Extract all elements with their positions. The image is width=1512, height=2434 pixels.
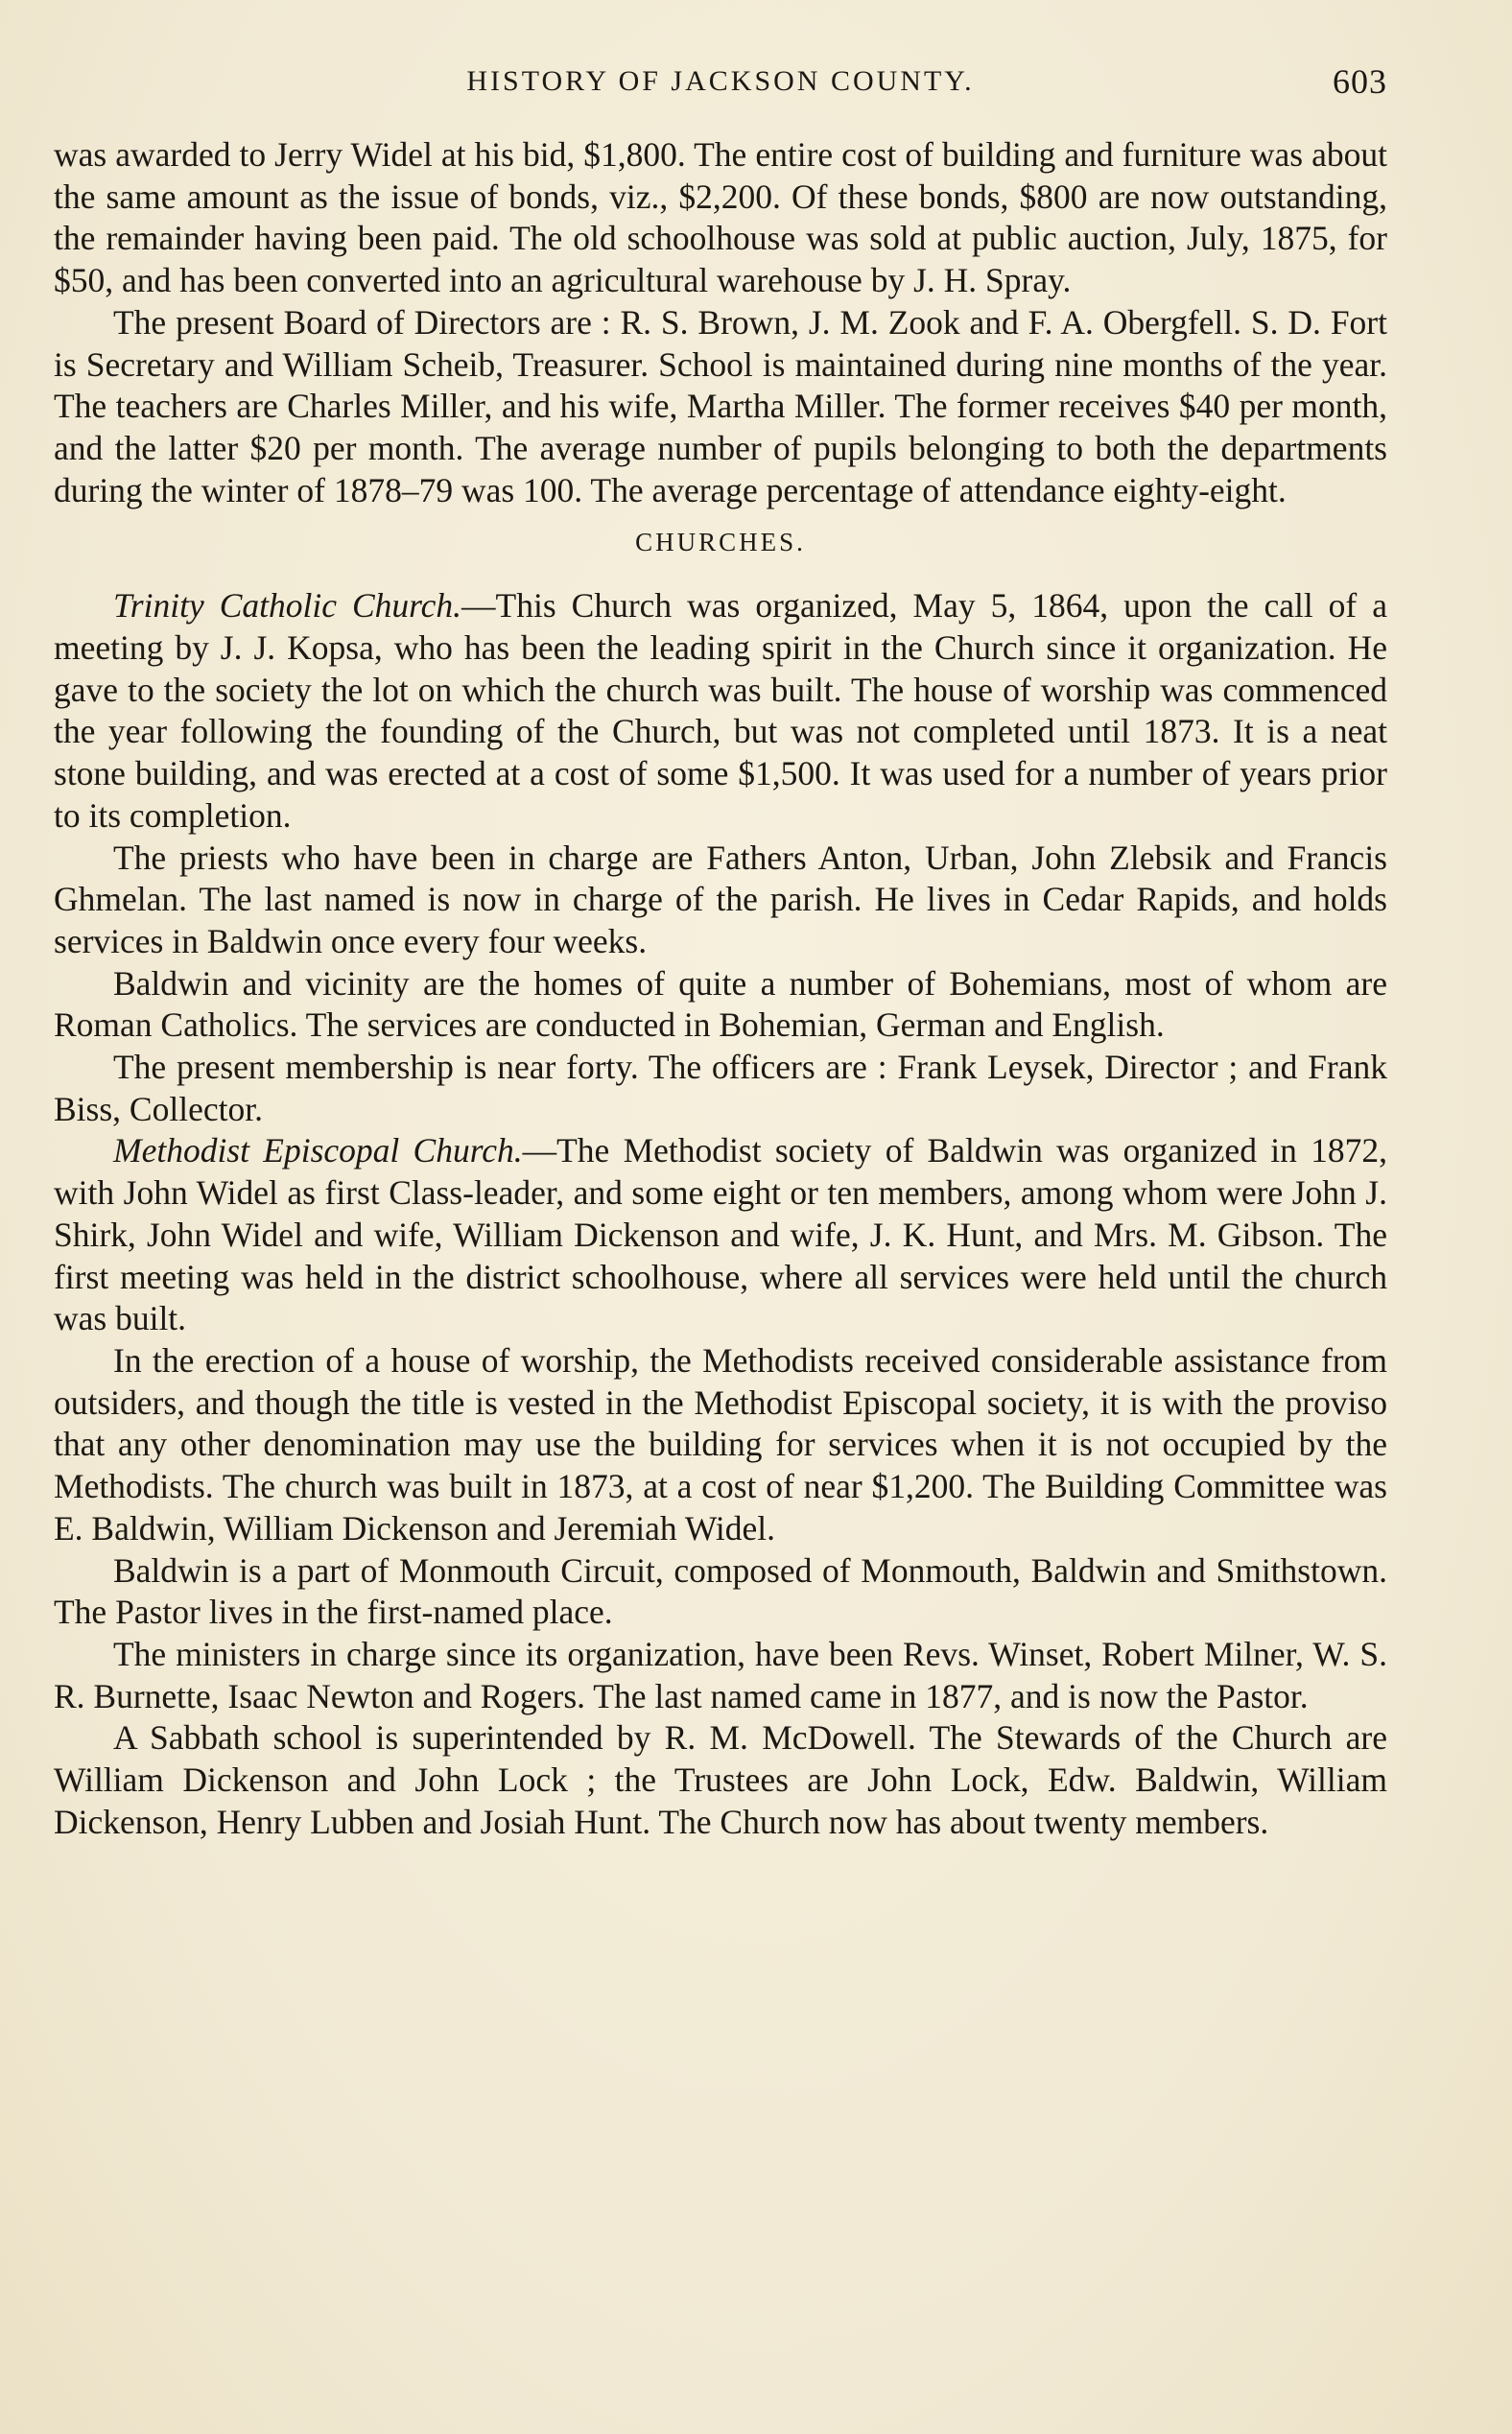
paragraph-methodist-episcopal-church [54, 1130, 1387, 1340]
church-name-trinity: Trinity Catholic Church. [113, 586, 462, 626]
church-name-methodist: Methodist Episcopal Church. [113, 1131, 523, 1170]
paragraph-school-bonds: was awarded to Jerry Widel at his bid, $1,800. The entire cost of building and furniture was about the same amount as the issue of bonds, viz., $2,200. Of these bonds, $800 are now outstanding, the remainder having been paid. The old schoolhouse was sold at public auction, July, 1875, for $50, and has been converted into an agricultural warehouse by J. H. Spray. [54, 135, 1387, 300]
paragraph-membership: The present membership is near forty. The officers are : Frank Leysek, Director ; and Frank Biss, Collector. [54, 1048, 1387, 1128]
paragraph-monmouth-circuit: Baldwin is a part of Monmouth Circuit, composed of Monmouth, Baldwin and Smithstown. The Pastor lives in the first-named place. [54, 1550, 1387, 1632]
paragraph-priests: The priests who have been in charge are Fathers Anton, Urban, John Zlebsik and Francis Ghmelan. The last named is now in charge of the parish. He lives in Cedar Rapids, and holds services in Baldwin once every four weeks. [54, 838, 1387, 960]
body-text [54, 134, 1387, 1843]
paragraph-house-of-worship: In the erection of a house of worship, the Methodists received considerable assistance from outsiders, and though the title is vested in the Methodist Episcopal society, it is with the proviso that any other denomination may use the building for services when it is not occupied by the Methodists. The church was built in 1873, at a cost of near $1,200. The Building Committee was E. Baldwin, William Dickenson and Jeremiah Widel. [54, 1340, 1387, 1548]
paragraph-methodist-text: —The Methodist society of Baldwin was organized in 1872, with John Widel as first Class-leader, and some eight or ten members, among whom were John J. Shirk, John Widel and wife, William Dickenson and wife, J. K. Hunt, and Mrs. M. Gibson. The first meeting was held in the district schoolhouse, where all services were held until the church was built. [54, 1131, 1387, 1338]
paragraph-trinity-text: —This Church was organized, May 5, 1864, upon the call of a meeting by J. J. Kopsa, who has been the leading spirit in the Church since it organization. He gave to the society the lot on which the church was built. The house of worship was commenced the year following the founding of the Church, but was not completed until 1873. It is a neat stone building, and was erected at a cost of some $1,500. It was used for a number of years prior to its completion. [54, 586, 1388, 835]
paragraph-bohemians: Baldwin and vicinity are the homes of quite a number of Bohemians, most of whom are Roman Catholics. The services are conducted in Bohemian, German and English. [54, 963, 1387, 1045]
paragraph-board-of-directors: The present Board of Directors are : R. S. Brown, J. M. Zook and F. A. Obergfell. S. D. Fort is Secretary and William Scheib, Treasurer. School is maintained during nine months of the year. The teachers are Charles Miller, and his wife, Martha Miller. The former receives $40 per month, and the latter $20 per month. The average number of pupils belonging to both the departments during the winter of 1878–79 was 100. The average percentage of attendance eighty-eight. [54, 302, 1387, 509]
paragraph-sabbath-school: A Sabbath school is superintended by R. M. McDowell. The Stewards of the Church are William Dickenson and John Lock ; the Trustees are John Lock, Edw. Baldwin, William Dickenson, Henry Lubben and Josiah Hunt. The Church now has about twenty members. [54, 1718, 1387, 1841]
paragraph-trinity-catholic-church [54, 585, 1387, 837]
section-heading-churches: CHURCHES. [635, 528, 806, 557]
paragraph-ministers: The ministers in charge since its organization, have been Revs. Winset, Robert Milner, W. S. R. Burnette, Isaac Newton and Rogers. The last named came in 1877, and is now the Pastor. [54, 1634, 1387, 1715]
page-number: 603 [1333, 62, 1387, 101]
running-head [54, 59, 1387, 117]
running-title: HISTORY OF JACKSON COUNTY. [466, 65, 975, 97]
